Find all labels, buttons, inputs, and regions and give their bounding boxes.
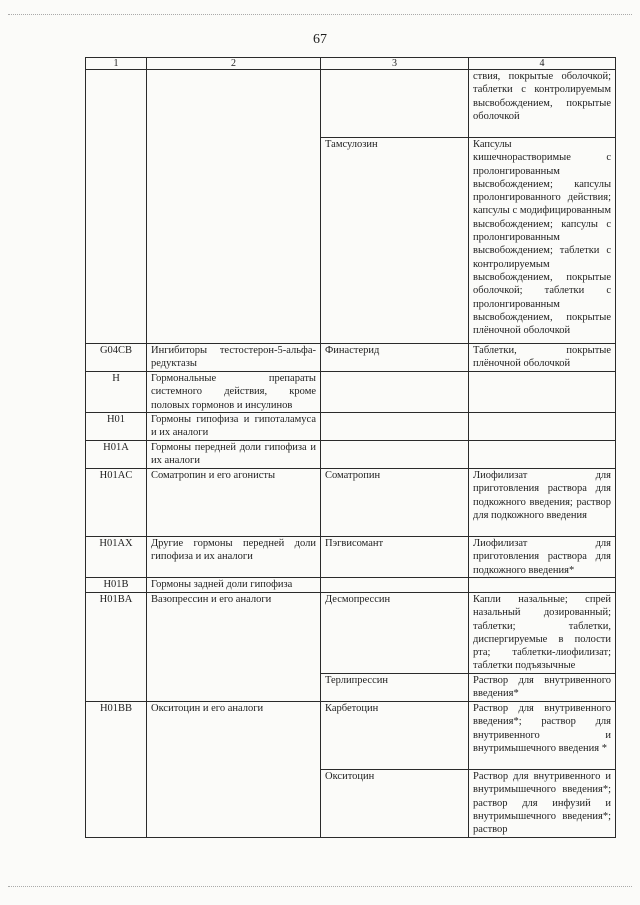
drug-name-cell: Финастерид xyxy=(321,344,469,372)
table-row xyxy=(86,702,616,770)
dosage-form-cell: Лиофилизат для приготовления раствора для подкожного введения; раствор для подкожного введения xyxy=(469,469,616,537)
table-row xyxy=(86,70,616,138)
atc-code-cell: H01AX xyxy=(86,537,147,578)
atc-code-cell xyxy=(86,70,147,344)
dosage-form-cell xyxy=(469,372,616,413)
dosage-form-cell xyxy=(469,441,616,469)
drug-name-cell: Пэгвисомант xyxy=(321,537,469,578)
drug-name-cell xyxy=(321,441,469,469)
drug-name-cell: Карбетоцин xyxy=(321,702,469,770)
dosage-form-cell: Раствор для внутривенного введения*; раствор для внутривенного и внутримышечного введения * xyxy=(469,702,616,770)
column-header: 3 xyxy=(321,58,469,70)
pharmacological-group-cell: Гормоны гипофиза и гипоталамуса и их аналоги xyxy=(147,413,321,441)
page-number: 67 xyxy=(313,32,327,47)
dosage-form-cell xyxy=(469,578,616,593)
table-header-row xyxy=(86,58,616,70)
pharmacological-group-cell: Вазопрессин и его аналоги xyxy=(147,593,321,702)
dosage-form-cell: Раствор для внутривенного введения* xyxy=(469,674,616,702)
dosage-form-cell: Капсулы кишечнорастворимые с пролонгированным высвобождением; капсулы пролонгированного действия; капсулы с модифицированным высвобождением; капсулы с пролонгированным высвобождением; таблетки с контролируемым высвобождением, покрытые оболочкой; таблетки с пролонгированным высвобождением, покрытые плёночной оболочкой xyxy=(469,138,616,344)
atc-code-cell: H01AC xyxy=(86,469,147,537)
scan-edge-bottom xyxy=(8,886,632,887)
dosage-form-cell: Лиофилизат для приготовления раствора для подкожного введения* xyxy=(469,537,616,578)
drug-name-cell: Терлипрессин xyxy=(321,674,469,702)
table-row xyxy=(86,593,616,674)
dosage-form-cell xyxy=(469,413,616,441)
table-row xyxy=(86,469,616,537)
column-header: 2 xyxy=(147,58,321,70)
dosage-form-cell: Раствор для внутривенного и внутримышечного введения*; раствор для инфузий и внутримышечного введения*; раствор xyxy=(469,770,616,838)
atc-code-cell: H xyxy=(86,372,147,413)
pharmacological-group-cell: Гормоны задней доли гипофиза xyxy=(147,578,321,593)
table-row xyxy=(86,537,616,578)
drug-name-cell: Тамсулозин xyxy=(321,138,469,344)
drug-name-cell: Десмопрессин xyxy=(321,593,469,674)
drug-table xyxy=(85,57,616,838)
dosage-form-cell: ствия, покрытые оболочкой; таблетки с контролируемым высвобождением, покрытые оболочкой xyxy=(469,70,616,138)
pharmacological-group-cell: Соматропин и его агонисты xyxy=(147,469,321,537)
atc-code-cell: H01BA xyxy=(86,593,147,702)
atc-code-cell: H01B xyxy=(86,578,147,593)
table-row xyxy=(86,413,616,441)
column-header: 4 xyxy=(469,58,616,70)
drug-name-cell: Окситоцин xyxy=(321,770,469,838)
table-row xyxy=(86,344,616,372)
scan-edge-top xyxy=(8,14,632,15)
pharmacological-group-cell: Другие гормоны передней доли гипофиза и их аналоги xyxy=(147,537,321,578)
atc-code-cell: G04CB xyxy=(86,344,147,372)
column-header: 1 xyxy=(86,58,147,70)
atc-code-cell: H01 xyxy=(86,413,147,441)
table-row xyxy=(86,441,616,469)
pharmacological-group-cell: Ингибиторы тестостерон-5-альфа-редуктазы xyxy=(147,344,321,372)
drug-name-cell xyxy=(321,413,469,441)
atc-code-cell: H01BB xyxy=(86,702,147,838)
table-row xyxy=(86,372,616,413)
atc-code-cell: H01A xyxy=(86,441,147,469)
drug-name-cell: Соматропин xyxy=(321,469,469,537)
pharmacological-group-cell xyxy=(147,70,321,344)
dosage-form-cell: Капли назальные; спрей назальный дозированный; таблетки; таблетки, диспергируемые в полости рта; таблетки-лиофилизат; таблетки подъязычные xyxy=(469,593,616,674)
dosage-form-cell: Таблетки, покрытые плёночной оболочкой xyxy=(469,344,616,372)
drug-name-cell xyxy=(321,372,469,413)
pharmacological-group-cell: Окситоцин и его аналоги xyxy=(147,702,321,838)
table-row xyxy=(86,578,616,593)
drug-name-cell xyxy=(321,578,469,593)
pharmacological-group-cell: Гормоны передней доли гипофиза и их аналоги xyxy=(147,441,321,469)
drug-name-cell xyxy=(321,70,469,138)
pharmacological-group-cell: Гормональные препараты системного действия, кроме половых гормонов и инсулинов xyxy=(147,372,321,413)
